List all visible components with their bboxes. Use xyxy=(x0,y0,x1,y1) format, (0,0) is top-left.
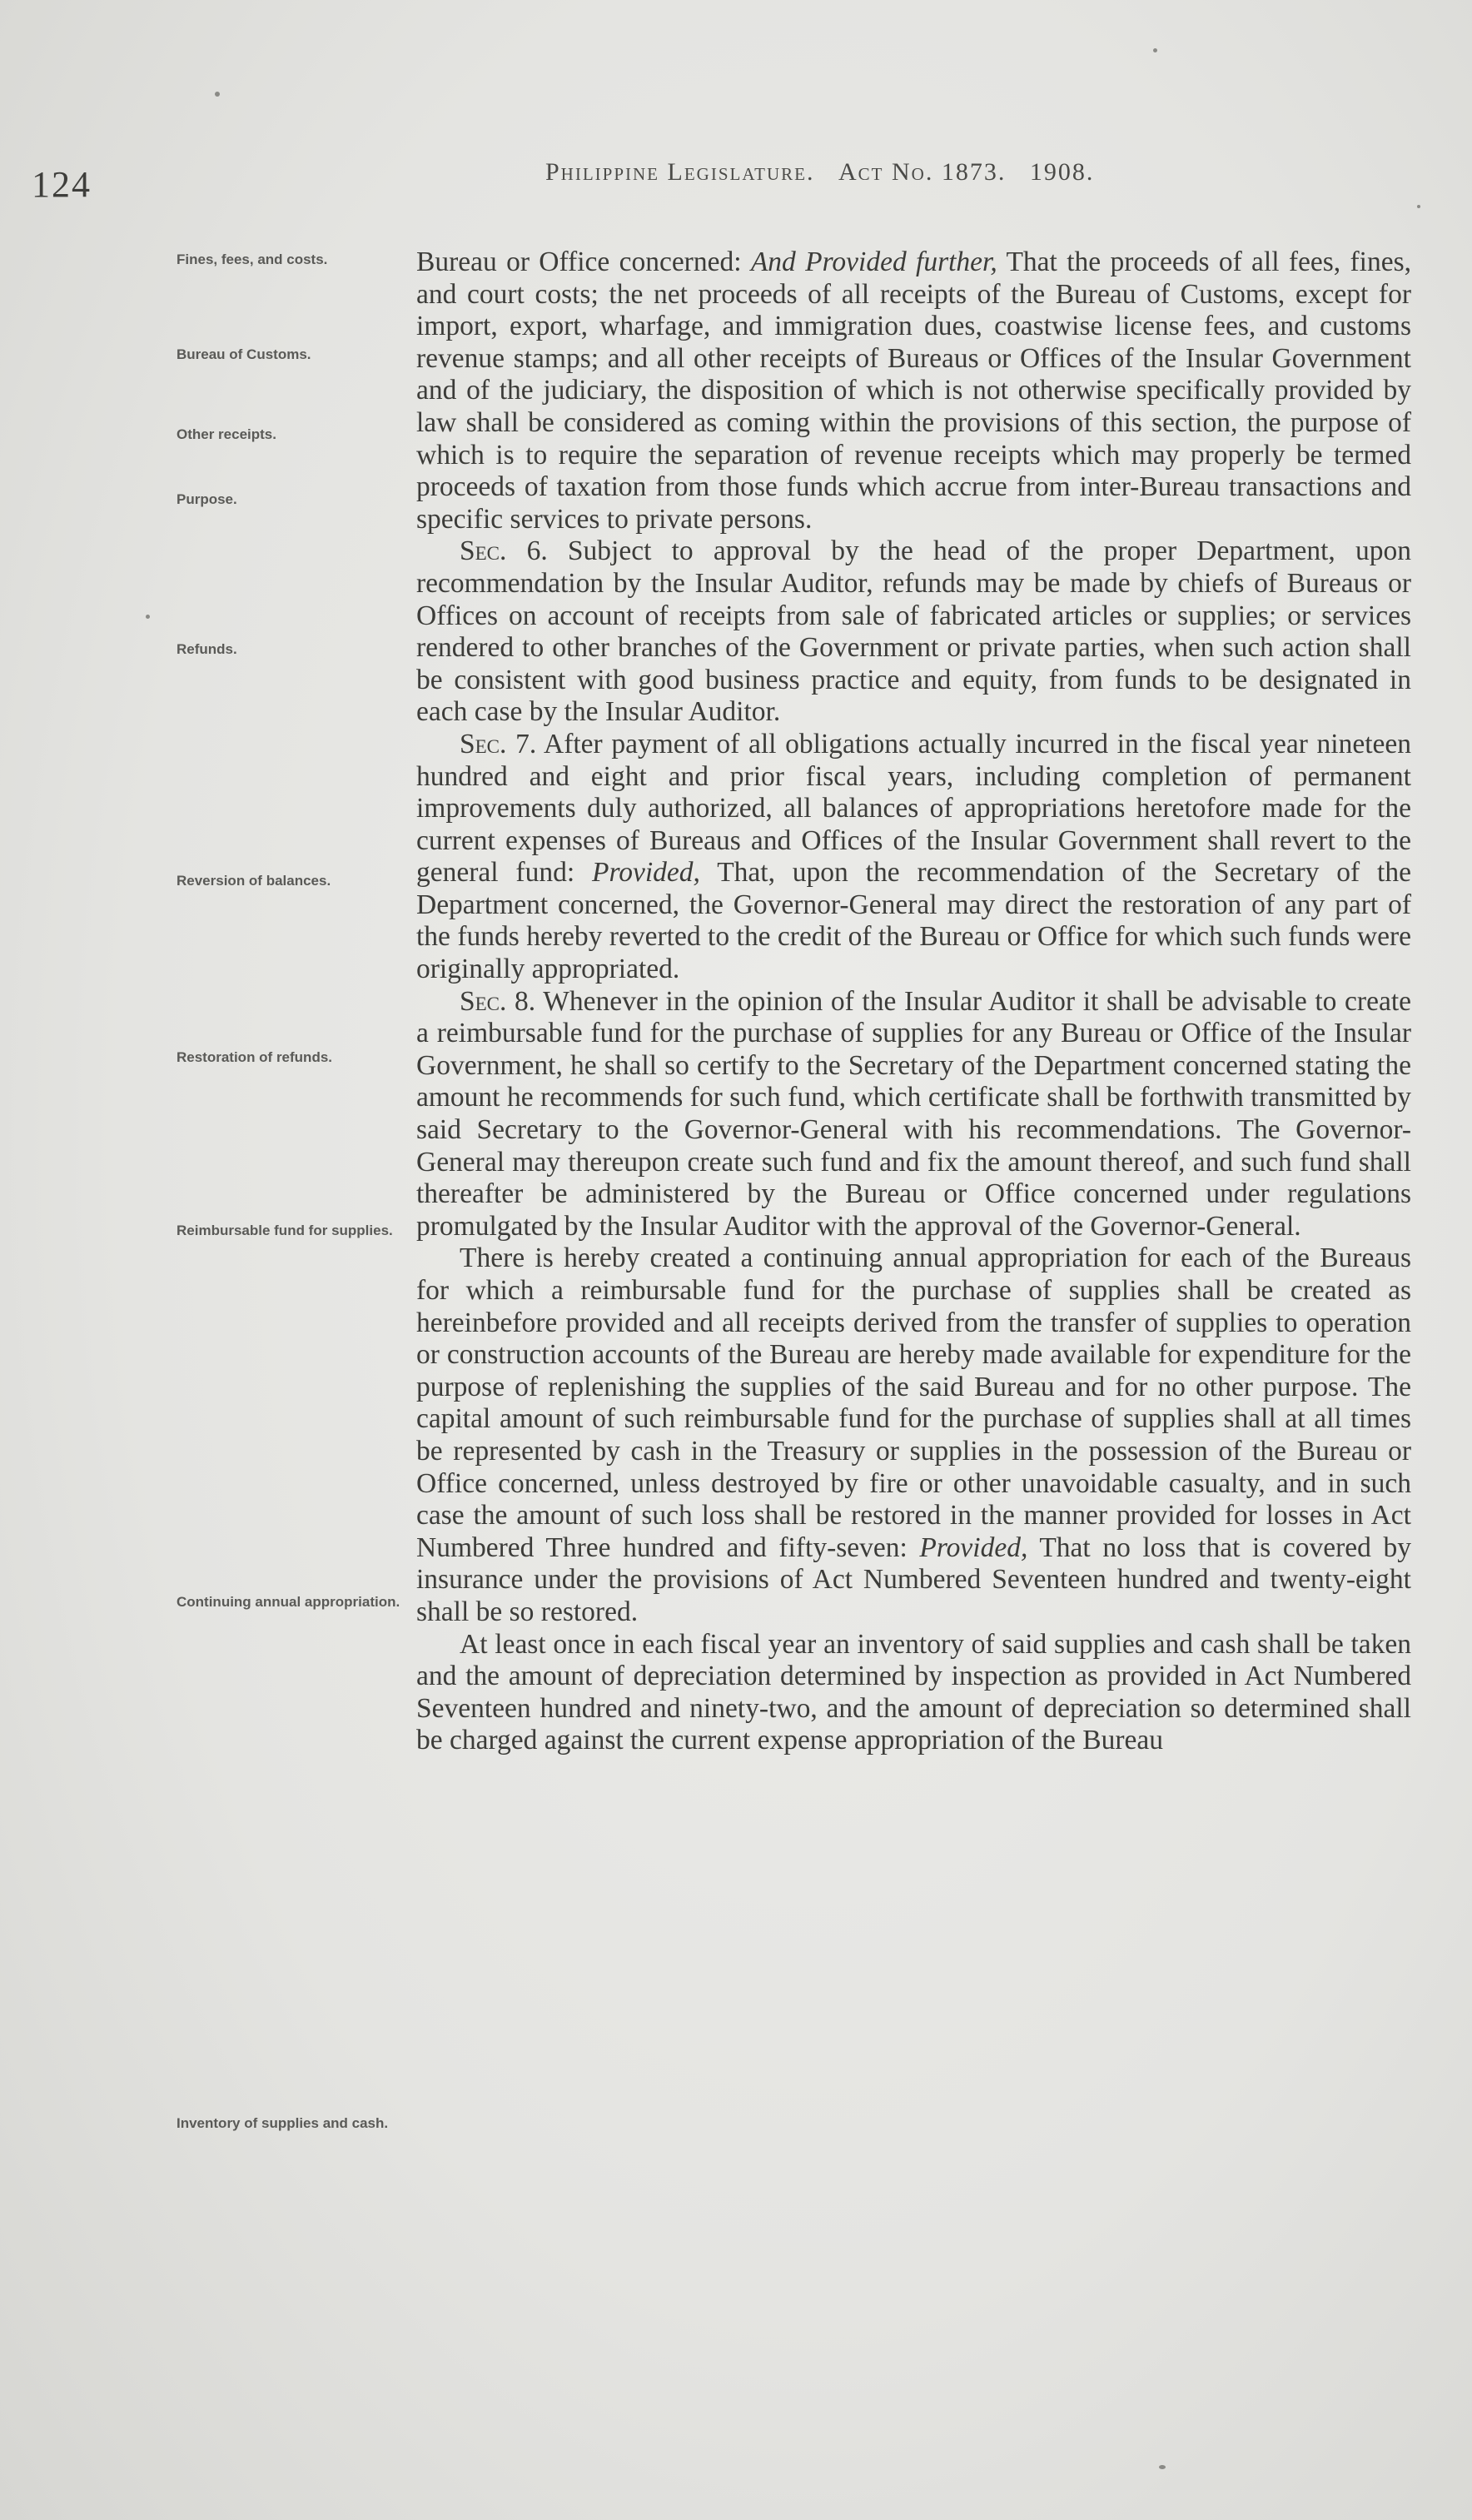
section-8-label: Sec. 8. xyxy=(460,985,536,1017)
margin-note-fines: Fines, fees, and costs. xyxy=(177,252,328,267)
paragraph-continuation: Bureau or Office concerned: And Provided further, That the proceeds of all fees, fines, and court costs; the net proceeds of all receipts of the Bureau of Customs, except for import, export, wharfage, and immigration dues, coastwise license fees, and customs revenue stamps; and all other receipts of Bureaus or Offices of the Insular Government and of the judiciary, the disposition of which is not otherwise specifically provided by law shall be considered as coming within the provisions of this section, the purpose of which is to require the separation of revenue receipts which may properly be termed proceeds of taxation from those funds which accrue from inter-Bureau transactions and specific services to private persons. xyxy=(416,247,1412,535)
continuing-appropriation-paragraph: There is hereby created a continuing annual appropriation for each of the Bureaus for which a reimbursable fund for the purchase of supplies shall be created as hereinbefore provided and all receipts derived from the transfer of supplies to operation or construction accounts of the Bureau are hereby made available for expenditure for the purpose of replenishing the supplies of the said Bureau and for no other purpose. The capital amount of such reimbursable fund for the purchase of supplies shall at all times be represented by cash in the Treasury or supplies in the possession of the Bureau or Office concerned, unless destroyed by fire or other unavoidable casualty, and in such case the amount of such loss shall be restored in the manner provided for losses in Act Numbered Three hundred and fifty-seven: Provided, That no loss that is covered by insurance under the provisions of Act Numbered Seventeen hundred and twenty-eight shall be so restored. xyxy=(416,1243,1412,1627)
margin-note-customs: Bureau of Customs. xyxy=(177,346,311,362)
margin-note-purpose: Purpose. xyxy=(177,491,237,507)
inventory-paragraph: At least once in each fiscal year an inventory of said supplies and cash shall be taken and the amount of depreciation determined by inspection as provided in Act Numbered Seventeen hundred and ninety-two, and the amount of depreciation so determined shall be charged against the current expense appropriation of the Bureau xyxy=(416,1628,1411,1756)
section-6-label: Sec. 6. xyxy=(460,535,548,567)
scan-speck xyxy=(215,92,220,97)
section-8-paragraph: Sec. 8. Whenever in the opinion of the Insular Auditor it shall be advisable to create a reimbursable fund for the purchase of supplies for any Bureau or Office of the Insular Government, he shall so certify to the Secretary of the Department concerned stating the amount he recommends for such fund, which certificate shall be forthwith transmitted by said Secretary to the Governor-General with his recommendations. The Governor-General may thereupon create such fund and fix the amount thereof, and such fund shall thereafter be administered by the Bureau or Office concerned under regulations promulgated by the Insular Auditor with the approval of the Governor-General. xyxy=(416,985,1411,1242)
margin-note-inventory: Inventory of supplies and cash. xyxy=(177,2115,389,2131)
margin-note-other-receipts: Other receipts. xyxy=(177,426,276,442)
scan-speck xyxy=(1417,205,1420,208)
running-head-act: Act No. 1873. xyxy=(838,158,1007,186)
margin-note-reimbursable-fund: Reimbursable fund for supplies. xyxy=(177,1223,393,1238)
act-body-text xyxy=(416,247,1411,1757)
scan-speck xyxy=(146,615,150,619)
margin-note-refunds: Refunds. xyxy=(177,641,237,657)
section-7-paragraph: Sec. 7. After payment of all obligations actually incurred in the fiscal year nineteen hundred and eight and prior fiscal years, including completion of permanent improvements duly authorized, all balances of appropriations heretofore made for the current expenses of Bureaus and Offices of the Insular Government shall revert to the general fund: Provided, That, upon the recommendation of the Secretary of the Department concerned, the Governor-General may direct the restoration of any part of the funds hereby reverted to the credit of the Bureau or Office for which such funds were originally appropriated. xyxy=(416,728,1411,985)
running-head xyxy=(545,158,1345,187)
margin-note-reversion: Reversion of balances. xyxy=(177,873,331,889)
running-head-title: Philippine Legislature. xyxy=(545,158,815,186)
scan-speck xyxy=(1159,2465,1166,2469)
page-number: 124 xyxy=(32,164,92,205)
section-6-paragraph: Sec. 6. Subject to approval by the head of the proper Department, upon recommendation by the Insular Auditor, refunds may be made by chiefs of Bureaus or Offices on account of receipts from sale of fabricated articles or supplies; or services rendered to other branches of the Government or private parties, when such action shall be consistent with good business practice and equity, from funds to be designated in each case by the Insular Auditor. xyxy=(416,535,1411,728)
margin-note-continuing-appropriation: Continuing annual appropriation. xyxy=(177,1594,400,1610)
scan-speck xyxy=(1153,48,1157,52)
margin-note-restoration: Restoration of refunds. xyxy=(177,1049,333,1065)
running-head-year: 1908. xyxy=(1029,158,1095,186)
section-7-label: Sec. 7. xyxy=(460,728,537,759)
